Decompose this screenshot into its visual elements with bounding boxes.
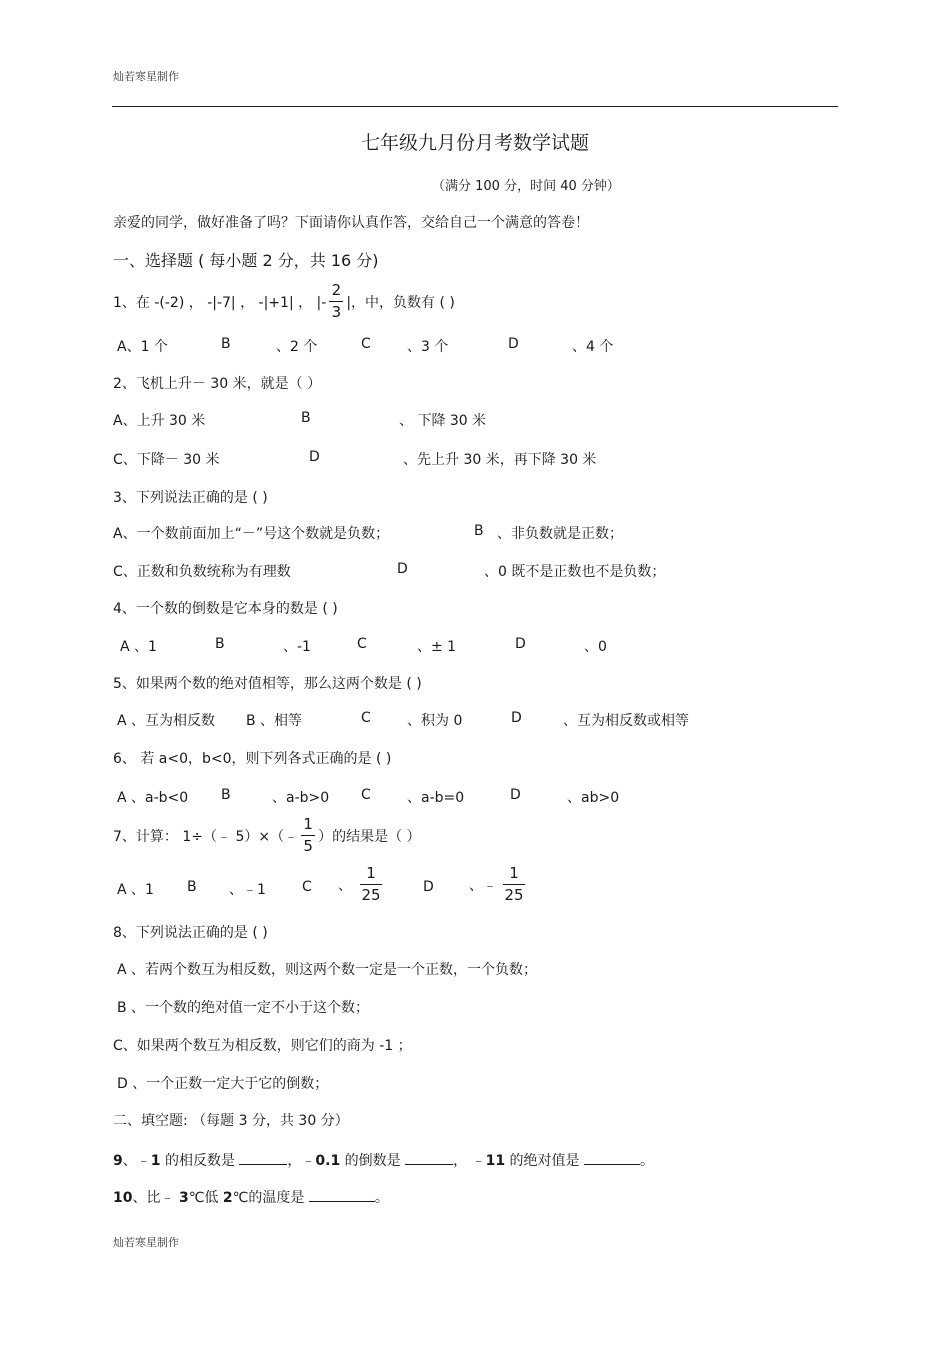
q1-opt-b-letter: B <box>221 336 231 352</box>
q7-opt-a: A 、1 <box>117 882 154 898</box>
q9-answer-blank-3[interactable] <box>584 1152 640 1165</box>
q10-part-3: ℃的温度是 <box>232 1190 309 1206</box>
q8-opt-a: A 、若两个数互为相反数，则这两个数一定是一个正数，一个负数； <box>117 962 538 978</box>
section-1-heading: 一、选择题 ( 每小题 2 分，共 16 分) <box>113 251 379 270</box>
q2-opt-c: C、下降－ 30 米 <box>113 452 220 468</box>
q9-num-3: 11 <box>485 1153 506 1169</box>
intro-text: 亲爱的同学，做好准备了吗？下面请你认真作答，交给自己一个满意的答卷！ <box>113 215 589 231</box>
question-1 <box>113 282 455 322</box>
q1-frac-bar <box>329 301 343 302</box>
q4-opt-c-letter: C <box>357 636 367 652</box>
q7-opt-c-prefix: 、 <box>338 877 352 894</box>
q7-pre: 7、计算： 1÷（﹣ 5）×（﹣ <box>113 828 299 845</box>
q1-opt-d-text: 、4 个 <box>572 339 614 355</box>
footer-maker: 灿若寒星制作 <box>113 1236 179 1249</box>
q10-part-2: ℃低 <box>188 1190 223 1206</box>
q7-opt-d-prefix: 、﹣ <box>469 877 497 894</box>
question-7 <box>113 816 421 856</box>
q7-opt-c-num: 1 <box>366 864 376 882</box>
q7-frac-bar <box>301 835 315 836</box>
q7-opt-c-letter: C <box>302 879 312 895</box>
q9-part-5: ， ﹣ <box>453 1153 486 1169</box>
q7-opt-c-den: 25 <box>361 886 381 905</box>
header-maker: 灿若寒星制作 <box>113 70 179 83</box>
q4-opt-b-text: 、-1 <box>283 639 311 655</box>
q3-opt-d-letter: D <box>397 561 408 577</box>
q5-opt-b: B 、相等 <box>246 713 303 729</box>
page-subtitle: （满分 100 分，时间 40 分钟） <box>432 179 620 194</box>
q6-opt-b-letter: B <box>221 787 231 803</box>
section-2-heading: 二、填空题: （每题 3 分，共 30 分） <box>113 1113 349 1129</box>
q10-num-1: 3 <box>178 1190 189 1206</box>
q9-num-1: 1 <box>150 1153 161 1169</box>
q3-opt-a: A、一个数前面加上“－”号这个数就是负数； <box>113 526 390 542</box>
question-8: 8、下列说法正确的是 ( ) <box>113 925 268 941</box>
q2-opt-b-text: 、 下降 30 米 <box>399 413 487 429</box>
q7-fraction <box>301 816 315 856</box>
q10-answer-blank[interactable] <box>309 1189 375 1202</box>
q2-opt-d-text: 、先上升 30 米，再下降 30 米 <box>403 452 597 468</box>
q7-opt-c-bar <box>360 884 382 885</box>
q9-part-3: ，﹣ <box>287 1153 316 1169</box>
q7-opt-c <box>338 865 385 905</box>
q7-opt-d-num: 1 <box>509 864 519 882</box>
q9-part-1: 、﹣ <box>122 1153 151 1169</box>
question-2: 2、飞机上升－ 30 米，就是（ ） <box>113 376 322 392</box>
q1-opt-c-text: 、3 个 <box>407 339 449 355</box>
question-5: 5、如果两个数的绝对值相等，那么这两个数是 ( ) <box>113 676 422 692</box>
q10-num-2: 2 <box>222 1190 233 1206</box>
q7-frac-num: 1 <box>303 815 313 833</box>
q9-answer-blank-1[interactable] <box>239 1152 287 1165</box>
q1-opt-b-text: 、2 个 <box>276 339 318 355</box>
question-3: 3、下列说法正确的是 ( ) <box>113 490 268 506</box>
q4-opt-b-letter: B <box>215 636 225 652</box>
q10-part-4: 。 <box>374 1190 389 1206</box>
q5-opt-c-letter: C <box>361 710 371 726</box>
question-4: 4、一个数的倒数是它本身的数是 ( ) <box>113 601 338 617</box>
q9-num-2: 0.1 <box>315 1153 341 1169</box>
q1-frac-num: 2 <box>331 281 342 299</box>
q3-opt-b-text: 、非负数就是正数； <box>497 526 623 542</box>
q2-opt-a: A、上升 30 米 <box>113 413 206 429</box>
q6-opt-a: A 、a-b<0 <box>117 790 189 806</box>
q2-opt-d-letter: D <box>309 449 320 465</box>
q4-opt-d-text: 、0 <box>584 639 607 655</box>
q9-part-6: 的绝对值是 <box>505 1153 584 1169</box>
q7-frac-den: 5 <box>303 837 313 856</box>
q6-opt-b-text: 、a-b>0 <box>272 790 330 806</box>
header-rule <box>112 106 838 107</box>
q6-opt-c-text: 、a-b=0 <box>407 790 465 806</box>
question-6: 6、 若 a<0，b<0，则下列各式正确的是 ( ) <box>113 751 392 767</box>
q9-answer-blank-2[interactable] <box>405 1152 453 1165</box>
question-10 <box>113 1187 389 1207</box>
q5-opt-d-text: 、互为相反数或相等 <box>563 713 689 729</box>
q3-opt-d-text: 、0 既不是正数也不是负数； <box>484 564 666 580</box>
q10-number: 10 <box>113 1190 133 1206</box>
q7-opt-d <box>469 865 528 905</box>
q9-part-2: 的相反数是 <box>160 1153 240 1169</box>
q7-opt-c-fraction <box>360 865 382 905</box>
q1-frac-den: 3 <box>331 303 342 322</box>
q1-pre: 1、在 -(-2) ， -|-7| ， -|+1| ， |- <box>113 294 327 311</box>
page-title: 七年级九月份月考数学试题 <box>360 132 589 154</box>
q7-opt-b-letter: B <box>187 879 197 895</box>
q4-opt-a: A 、1 <box>120 639 157 655</box>
q9-number: 9 <box>113 1153 123 1169</box>
q8-opt-b: B 、一个数的绝对值一定不小于这个数； <box>117 1000 370 1016</box>
q7-opt-d-den: 25 <box>504 886 524 905</box>
q6-opt-c-letter: C <box>361 787 371 803</box>
q8-opt-d: D 、一个正数一定大于它的倒数； <box>117 1076 329 1092</box>
q5-opt-c-text: 、积为 0 <box>407 713 463 729</box>
q5-opt-d-letter: D <box>511 710 522 726</box>
q1-post: |，中，负数有 ( ) <box>346 294 455 311</box>
q3-opt-c: C、正数和负数统称为有理数 <box>113 564 291 580</box>
q6-opt-d-letter: D <box>510 787 521 803</box>
q7-opt-d-letter: D <box>423 879 434 895</box>
q1-opt-d-letter: D <box>508 336 519 352</box>
q7-post: ）的结果是（ ） <box>318 828 421 845</box>
q1-opt-c-letter: C <box>361 336 371 352</box>
question-9 <box>113 1150 654 1170</box>
q7-opt-b-text: 、﹣1 <box>229 882 266 898</box>
q1-opt-a: A、1 个 <box>117 339 168 355</box>
q6-opt-d-text: 、ab>0 <box>567 790 620 806</box>
q1-fraction <box>329 282 343 322</box>
q3-opt-b-letter: B <box>474 523 484 539</box>
q7-opt-d-fraction <box>503 865 525 905</box>
q7-opt-d-bar <box>503 884 525 885</box>
q10-part-1: 、比﹣ <box>132 1190 179 1206</box>
q5-opt-a: A 、互为相反数 <box>117 713 216 729</box>
q4-opt-d-letter: D <box>515 636 526 652</box>
q9-part-7: 。 <box>639 1153 654 1169</box>
q4-opt-c-text: 、± 1 <box>417 639 457 655</box>
q9-part-4: 的倒数是 <box>340 1153 406 1169</box>
q2-opt-b-letter: B <box>301 410 311 426</box>
q8-opt-c: C、如果两个数互为相反数，则它们的商为 -1 ； <box>113 1038 412 1054</box>
